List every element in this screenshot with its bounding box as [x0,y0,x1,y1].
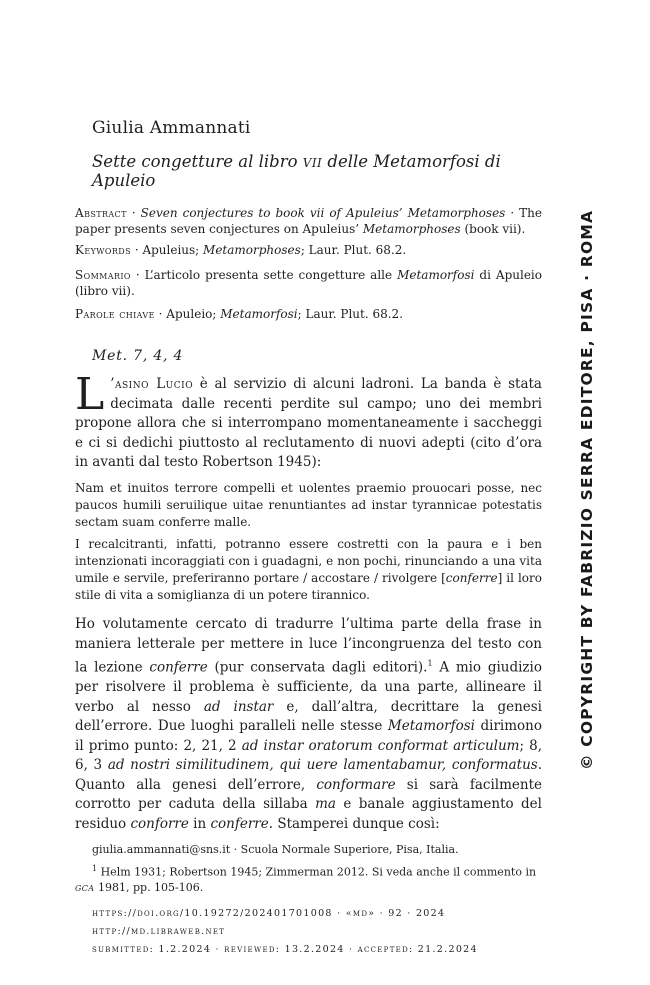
footnotes [75,842,542,895]
sommario-text: di Apuleio (libro vii). [75,268,542,298]
abstract-text: (book vii). [460,222,526,236]
sommario-text: · L’articolo presenta sette congetture alle [130,268,398,282]
sommario-label: Sommario [75,268,131,282]
italic: ad instar [203,698,274,715]
parole-chiave [75,306,542,322]
footnote-1 [75,861,542,895]
footnote-number: 1 [92,864,98,873]
author-contact[interactable]: giulia.ammannati@sns.it · Scuola Normale Superiore, Pisa, Italia. [92,843,459,856]
article-title [92,152,552,190]
italic: conforre [130,815,189,832]
translation-italic: conferre [445,571,498,585]
sommario [75,267,542,299]
parole-text: ; Laur. Plut. 68.2. [297,307,404,321]
title-part: Sette congetture al libro [92,152,303,171]
text: si sarà facilmente corrotto per caduta della sillaba [75,776,542,812]
abstract [75,205,542,237]
text: . Quanto alla genesi dell’errore, [75,757,542,793]
text: Ho volutamente cercato di tradurre l’ultima parte della frase in maniera letterale per mettere in luce l’incongruenza del testo con la lezione [75,616,542,676]
text: . Stamperei dunque così: [268,815,440,832]
italic: ma [315,796,336,812]
abstract-label: Abstract [75,206,127,220]
paragraph-1 [75,369,542,473]
text: ; 8, 6, 3 [75,737,542,773]
keywords-text: ; Laur. Plut. 68.2. [300,243,407,257]
author-name: Giulia Ammannati [92,118,251,138]
text: e banale aggiustamento del residuo [75,796,542,832]
italic: Metamorfosi [387,718,475,734]
footnote-ref[interactable]: 1 [427,659,433,668]
paragraph-lead: ’asino Lucio [110,376,194,392]
italic: ad instar oratorum conformat articulum [241,737,520,754]
parole-label: Parole chiave [75,307,155,321]
title-book-number: vii [302,152,323,171]
paragraph-2 [75,615,542,834]
copyright-notice: © COPYRIGHT BY FABRIZIO SERRA EDITORE, PISA · ROMA [578,209,596,770]
footnote-text: Helm 1931; Robertson 1945; Zimmerman 2012. Si veda anche il commento in [97,865,537,879]
text: A mio giudizio per risolvere il problema è sufficiente, da una parte, allineare il verbo al nesso [75,659,542,715]
keywords-text: · Apuleius; [131,243,204,257]
parole-italic: Metamorfosi [220,307,298,321]
translation-text: I recalcitranti, infatti, potranno essere costretti con la paura e i ben intenzionati incoraggiati con i guadagni, e non pochi, rinunciando a una vita umile e servile, preferiranno portare / accostare / rivolgere [ [75,537,542,585]
italic: conferre [210,815,269,832]
sommario-italic: Metamorfosi [397,268,475,282]
text: dirimono il primo punto: 2, 21, 2 [75,718,542,754]
parole-text: · Apuleio; [154,307,221,321]
separator: · [126,206,141,220]
journal-url[interactable]: http://md.libraweb.net [92,926,226,937]
keywords [75,242,542,258]
italic: conferre [149,659,208,676]
footnote-text: 1981, pp. 105-106. [94,880,204,894]
abstract-english-title: Seven conjectures to book vii of Apuleius’ Metamorphoses [140,206,506,220]
text: (pur conservata dagli editori). [207,659,428,676]
translation [75,536,542,604]
italic: ad nostri similitudinem, qui uere lamentabamur, conformatus [107,757,538,773]
doi-line[interactable]: https://doi.org/10.19272/202401701008 · «md» · 92 · 2024 [92,908,446,919]
abstract-text: · The paper presents seven conjectures on Apuleius’ [75,206,542,236]
keywords-italic: Metamorphoses [203,243,301,257]
italic: conformare [316,776,396,793]
translation-text: ] il loro stile di vita a somiglianza di un potere tirannico. [75,571,542,602]
latin-quote: Nam et inuitos terrore compelli et uolentes praemio prouocari posse, nec paucos humili seruilique uitae renuntiantes ad instar tyrannicae potestatis sectam suam conferre malle. [75,481,542,529]
abstract-text-italic: Metamorphoses [362,222,461,236]
submission-dates: submitted: 1.2.2024 · reviewed: 13.2.2024 · accepted: 21.2.2024 [92,944,478,955]
section-heading: Met. 7, 4, 4 [92,348,184,364]
text: in [188,815,211,832]
keywords-label: Keywords [75,243,131,257]
drop-cap: L [75,369,105,420]
paragraph-text: è al servizio di alcuni ladroni. La banda è stata decimata dalle recenti perdite sul campo; uno dei membri propone allora che si interrompano momentaneamente i saccheggi e ci si dedichi piuttosto al reclutamento di nuovi adepti (cito d’ora in avanti dal testo Robertson 1945): [75,376,542,470]
title-part: delle Metamorfosi di Apuleio [92,152,501,190]
text: e, dall’altra, decrittare la genesi dell’errore. Due luoghi paralleli nelle stesse [75,698,542,734]
footnote-abbrev: gca [75,880,95,894]
